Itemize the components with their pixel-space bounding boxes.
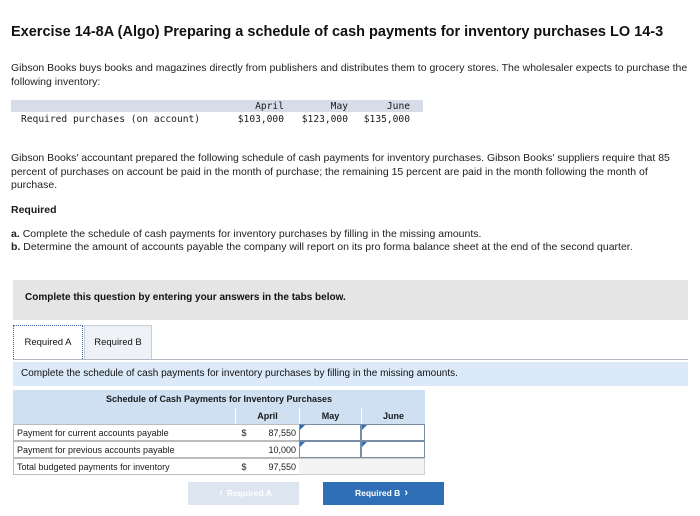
april-value: 10,000 (253, 441, 299, 458)
complete-question-text: Complete this question by entering your answers in the tabs below. (25, 292, 346, 303)
next-required-b-button[interactable] (323, 482, 444, 505)
currency-symbol: $ (235, 424, 253, 441)
june-total-cell (361, 458, 425, 475)
may-current-input[interactable] (299, 424, 361, 441)
table-row (13, 424, 425, 441)
purchases-value-june: $135,000 (363, 114, 410, 125)
tab-divider (13, 359, 688, 360)
chevron-right-icon: › (404, 487, 408, 499)
instruction-bar: Complete the schedule of cash payments for inventory purchases by filling in the missing amounts. (13, 362, 688, 386)
may-total-cell (299, 458, 361, 475)
schedule-header-blank (13, 408, 235, 424)
currency-symbol: $ (235, 458, 253, 475)
next-button-label: Required B (354, 488, 401, 498)
schedule-title: Schedule of Cash Payments for Inventory Purchases (13, 390, 425, 408)
may-previous-input[interactable] (299, 441, 361, 458)
purchases-row-label: Required purchases (on account) (21, 114, 201, 125)
currency-symbol (235, 441, 253, 458)
required-item-a (11, 228, 700, 241)
required-item-letter: b. (11, 241, 21, 253)
purchases-month-may: May (330, 101, 348, 112)
chevron-left-icon: ‹ (219, 487, 223, 499)
schedule-col-april: April (235, 408, 299, 424)
required-item-b (11, 241, 700, 254)
accountant-paragraph: Gibson Books' accountant prepared the following schedule of cash payments for inventory purchases. Gibson Books' suppliers require that 85 percent of purchases on account be paid in the month of purchase; the remaining 15 percent are paid in the month following the month of purchase. (11, 152, 670, 191)
required-item-letter: a. (11, 228, 20, 240)
row-label: Total budgeted payments for inventory (13, 458, 235, 475)
june-current-input[interactable] (361, 424, 425, 441)
required-item-text: Determine the amount of accounts payable the company will report on its pro forma balance sheet at the end of the second quarter. (23, 241, 633, 253)
required-item-text: Complete the schedule of cash payments for inventory purchases by filling in the missing amounts. (22, 228, 482, 240)
tab-required-a[interactable]: Required A (13, 325, 83, 359)
tab-required-b[interactable]: Required B (84, 325, 152, 359)
purchases-month-june: June (386, 101, 410, 112)
table-row (13, 441, 425, 458)
june-previous-input[interactable] (361, 441, 425, 458)
row-label: Payment for current accounts payable (13, 424, 235, 441)
complete-question-bar (13, 280, 688, 320)
purchases-value-april: $103,000 (237, 114, 284, 125)
schedule-col-may: May (299, 408, 361, 424)
prev-button-label: Required A (226, 488, 272, 498)
prev-required-a-button[interactable] (188, 482, 299, 505)
intro-text: Gibson Books buys books and magazines directly from publishers and distributes them to grocery stores. The wholesaler expects to purchase the following inventory: (11, 62, 688, 88)
schedule-col-june: June (361, 408, 425, 424)
row-label: Payment for previous accounts payable (13, 441, 235, 458)
table-row (13, 458, 425, 475)
purchases-month-april: April (255, 101, 284, 112)
page-title: Exercise 14-8A (Algo) Preparing a schedule of cash payments for inventory purchases LO 14-3 (11, 24, 664, 40)
april-value: 97,550 (253, 458, 299, 475)
required-heading: Required (11, 204, 57, 216)
required-list (11, 228, 700, 254)
purchases-value-may: $123,000 (301, 114, 348, 125)
april-value: 87,550 (253, 424, 299, 441)
purchases-table (11, 100, 423, 127)
